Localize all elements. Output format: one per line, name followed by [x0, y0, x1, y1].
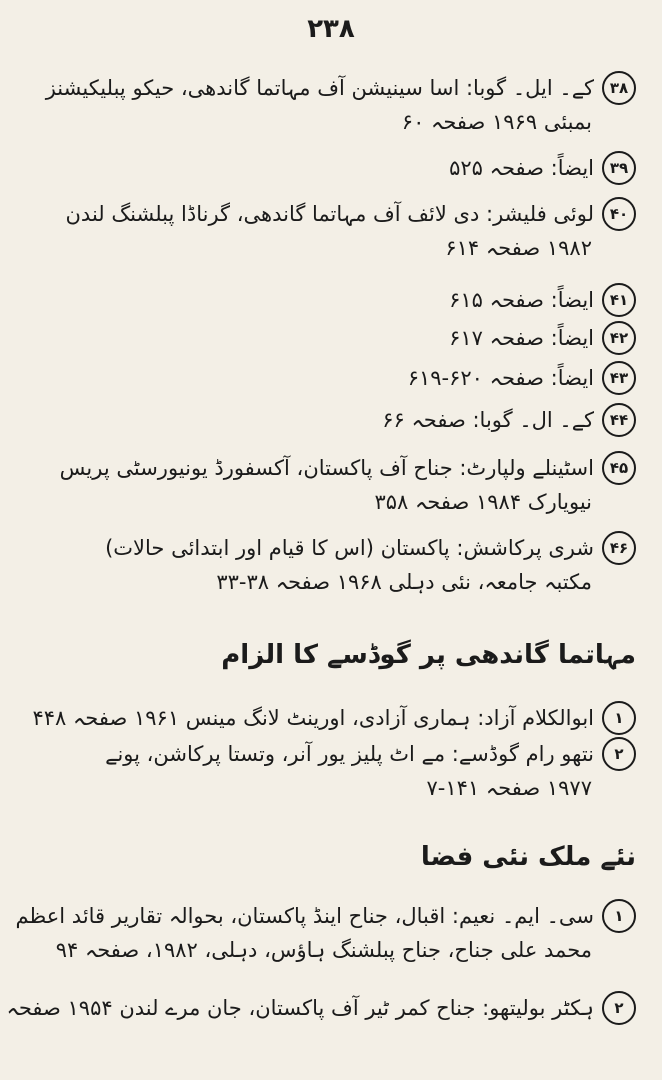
footnote-text-cont: نیویارک ۱۹۸۴ صفحہ ۳۵۸	[374, 490, 592, 514]
footnote-text: کے۔ ال۔ گوبا: صفحہ ۶۶	[382, 408, 594, 432]
footnote-number: ۴۳	[602, 361, 636, 395]
footnote-text: اسٹینلے ولپارٹ: جناح آف پاکستان، آکسفورڈ یونیورسٹی پریس	[59, 456, 594, 480]
footnote-number: ۴۴	[602, 403, 636, 437]
footnote-text: ابوالکلام آزاد: ہماری آزادی، اورینٹ لانگ مینس ۱۹۶۱ صفحہ ۴۴۸	[32, 706, 594, 730]
footnote-text: نتھو رام گوڈسے: مے اٹ پلیز یور آنر، وتستا پرکاشن، پونے	[105, 742, 594, 766]
footnote-text-cont: بمبئی ۱۹۶۹ صفحہ ۶۰	[401, 110, 592, 134]
footnote-naeem	[15, 898, 636, 967]
footnote-number: ۴۶	[602, 531, 636, 565]
footnote-text: لوئی فلیشر: دی لائف آف مہاتما گاندھی، گرناڈا پبلشنگ لندن	[65, 202, 594, 226]
footnote-38	[36, 70, 636, 139]
page-number: ۲۳۸	[307, 14, 355, 44]
footnote-number: ۴۰	[602, 197, 636, 231]
footnote-44	[36, 402, 636, 437]
footnote-text: ایضاً: صفحہ ۵۲۵	[449, 156, 594, 180]
footnote-text: ایضاً: صفحہ ۶۱۷	[449, 326, 594, 350]
footnote-azad	[32, 700, 636, 735]
footnote-41	[36, 282, 636, 317]
footnote-text: کے۔ ایل۔ گوبا: اسا سینیشن آف مہاتما گاندھی، حیکو پبلیکیشنز	[45, 76, 594, 100]
footnote-text-cont: مکتبہ جامعہ، نئی دہلی ۱۹۶۸ صفحہ ۳۸-۳۳	[216, 570, 592, 594]
footnote-text: سی۔ ایم۔ نعیم: اقبال، جناح اینڈ پاکستان، بحوالہ تقاریر قائد اعظم	[15, 904, 594, 928]
footnote-text: شری پرکاشش: پاکستان (اس کا قیام اور ابتدائی حالات)	[105, 536, 594, 560]
footnote-number: ۲	[602, 737, 636, 771]
footnote-number: ۱	[602, 701, 636, 735]
footnote-42	[36, 320, 636, 355]
footnote-text-cont: ۱۹۸۲ صفحہ ۶۱۴	[445, 236, 592, 260]
footnote-text: ایضاً: صفحہ ۶۲۰-۶۱۹	[407, 366, 594, 390]
footnote-number: ۲	[602, 991, 636, 1025]
footnote-number: ۴۱	[602, 283, 636, 317]
footnote-39	[36, 150, 636, 185]
footnote-text-cont: ۱۹۷۷ صفحہ ۱۴۱-۷	[426, 776, 592, 800]
section-heading-godse: مہاتما گاندھی پر گوڈسے کا الزام	[221, 640, 636, 670]
footnote-text-cont: محمد علی جناح، جناح پبلشنگ ہاؤس، دہلی، ۱۹۸۲، صفحہ ۹۴	[55, 938, 592, 962]
footnote-number: ۴۲	[602, 321, 636, 355]
footnote-bolitho	[6, 990, 636, 1025]
footnote-45	[36, 450, 636, 519]
footnote-number: ۳۹	[602, 151, 636, 185]
section-heading-new-country: نئے ملک نئی فضا	[420, 842, 636, 872]
footnote-number: ۳۸	[602, 71, 636, 105]
footnote-46	[36, 530, 636, 599]
footnote-godse	[36, 736, 636, 805]
footnote-text: ہکٹر بولیتھو: جناح کمر ٹیر آف پاکستان، جان مرے لندن ۱۹۵۴ صفحہ	[6, 996, 594, 1020]
footnote-number: ۴۵	[602, 451, 636, 485]
footnote-number: ۱	[602, 899, 636, 933]
footnote-43	[36, 360, 636, 395]
footnote-40	[36, 196, 636, 265]
footnote-text: ایضاً: صفحہ ۶۱۵	[449, 288, 594, 312]
